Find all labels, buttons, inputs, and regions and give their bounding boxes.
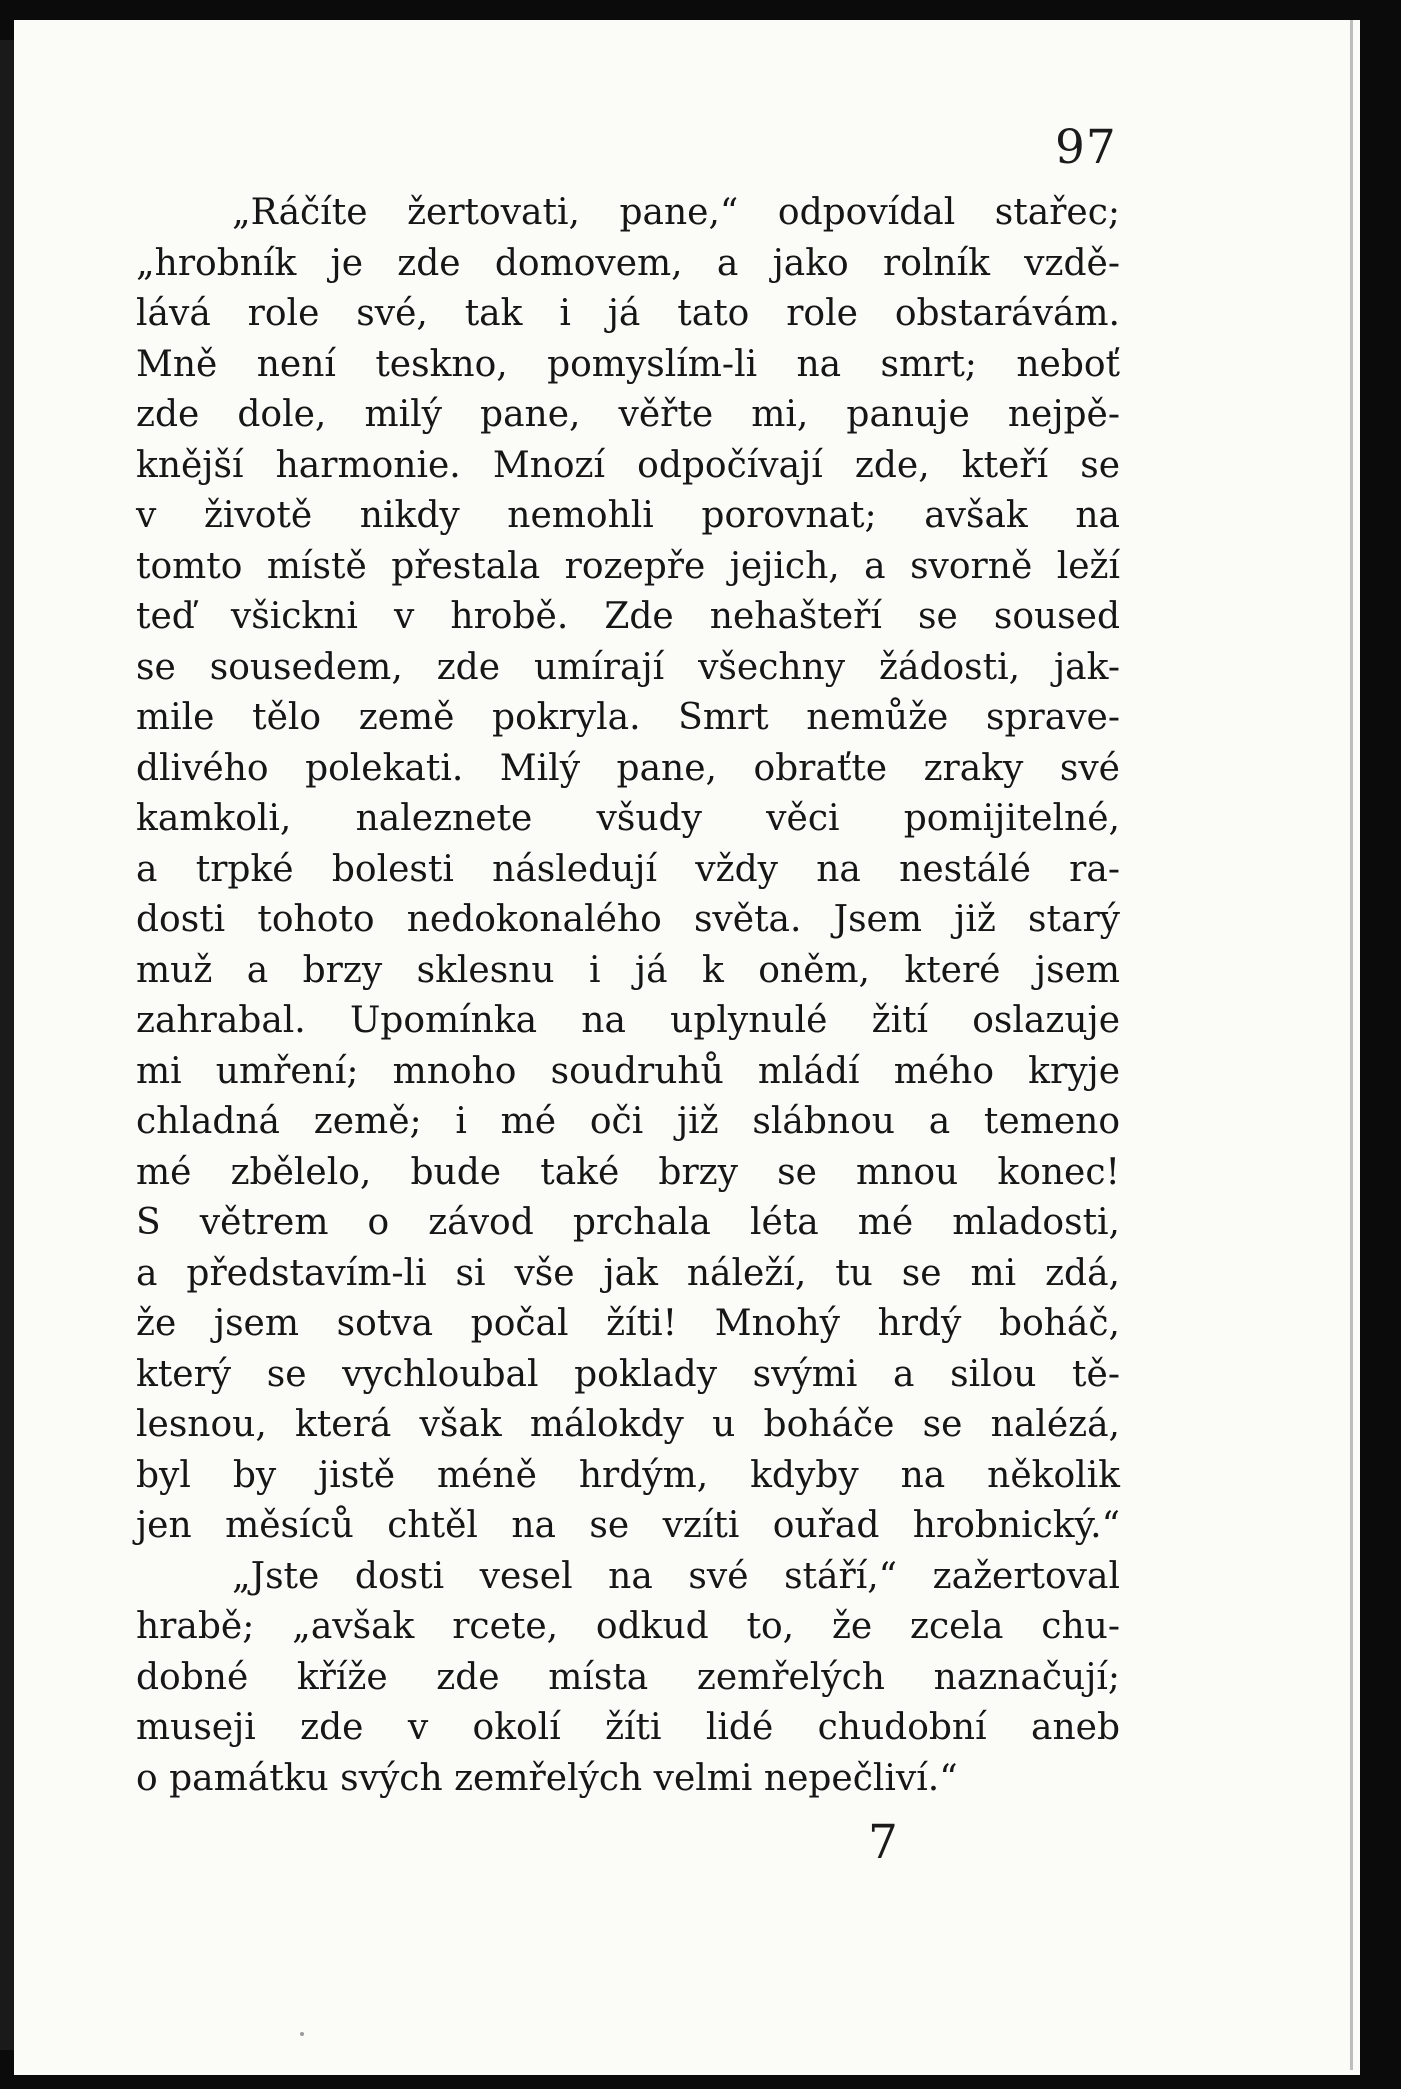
text-line: mile tělo země pokryla. Smrt nemůže sprave- bbox=[136, 697, 1120, 738]
text-line: kamkoli, naleznete všudy věci pomijitelné, bbox=[136, 798, 1120, 839]
text-line: „hrobník je zde domovem, a jako rolník vzdě- bbox=[136, 242, 1120, 284]
text-line: jen měsíců chtěl na se vzíti ouřad hrobnický.“ bbox=[136, 1505, 1120, 1546]
scan-right-border bbox=[1360, 0, 1401, 2089]
text-line: a trpké bolesti následují vždy na nestálé ra- bbox=[136, 848, 1120, 890]
signature-mark: 7 bbox=[868, 1815, 898, 1870]
text-line: zahrabal. Upomínka na uplynulé žití oslazuje bbox=[136, 1000, 1120, 1041]
text-line: v životě nikdy nemohli porovnat; avšak na bbox=[136, 495, 1120, 536]
text-line: dlivého polekati. Milý pane, obraťte zraky své bbox=[136, 747, 1120, 789]
scan-speck bbox=[300, 2032, 304, 2036]
text-line: že jsem sotva počal žíti! Mnohý hrdý boháč, bbox=[136, 1303, 1120, 1344]
page-number: 97 bbox=[1055, 120, 1117, 175]
text-line: byl by jistě méně hrdým, kdyby na několik bbox=[136, 1454, 1120, 1496]
text-line: se sousedem, zde umírají všechny žádosti, jak- bbox=[136, 646, 1120, 688]
text-line: „Ráčíte žertovati, pane,“ odpovídal stařec; bbox=[232, 192, 1120, 233]
text-line: lává role své, tak i já tato role obstarávám. bbox=[136, 293, 1120, 334]
text-line: zde dole, milý pane, věřte mi, panuje nejpě- bbox=[136, 394, 1120, 435]
page-right-edge bbox=[1350, 20, 1353, 2070]
text-line: mi umření; mnoho soudruhů mládí mého kryje bbox=[136, 1050, 1120, 1092]
text-line: hrabě; „avšak rcete, odkud to, že zcela chu- bbox=[136, 1606, 1120, 1647]
text-line: tomto místě přestala rozepře jejich, a svorně leží bbox=[136, 545, 1120, 587]
text-line: knější harmonie. Mnozí odpočívají zde, kteří se bbox=[136, 444, 1120, 486]
text-line: muž a brzy sklesnu i já k oněm, které jsem bbox=[136, 949, 1120, 991]
text-line: „Jste dosti vesel na své stáří,“ zažertoval bbox=[232, 1555, 1120, 1597]
text-line: lesnou, která však málokdy u boháče se nalézá, bbox=[136, 1404, 1120, 1445]
text-line: který se vychloubal poklady svými a silou tě- bbox=[136, 1353, 1120, 1395]
text-line: chladná země; i mé oči již slábnou a temeno bbox=[136, 1101, 1120, 1142]
text-line: Mně není teskno, pomyslím-li na smrt; neboť bbox=[136, 343, 1120, 385]
text-line: teď všickni v hrobě. Zde nehašteří se soused bbox=[136, 596, 1120, 637]
text-line: museji zde v okolí žíti lidé chudobní aneb bbox=[136, 1707, 1120, 1748]
text-line: o památku svých zemřelých velmi nepečliví.“ bbox=[136, 1757, 958, 1799]
text-line: S větrem o závod prchala léta mé mladosti, bbox=[136, 1202, 1120, 1243]
text-line: a představím-li si vše jak náleží, tu se mi zdá, bbox=[136, 1252, 1120, 1294]
text-line: mé zbělelo, bude také brzy se mnou konec! bbox=[136, 1151, 1120, 1193]
scan-left-border bbox=[0, 40, 14, 2050]
text-line: dobné kříže zde místa zemřelých naznačují; bbox=[136, 1656, 1120, 1698]
body-text bbox=[136, 188, 1120, 1804]
text-line: dosti tohoto nedokonalého světa. Jsem již starý bbox=[136, 899, 1120, 940]
